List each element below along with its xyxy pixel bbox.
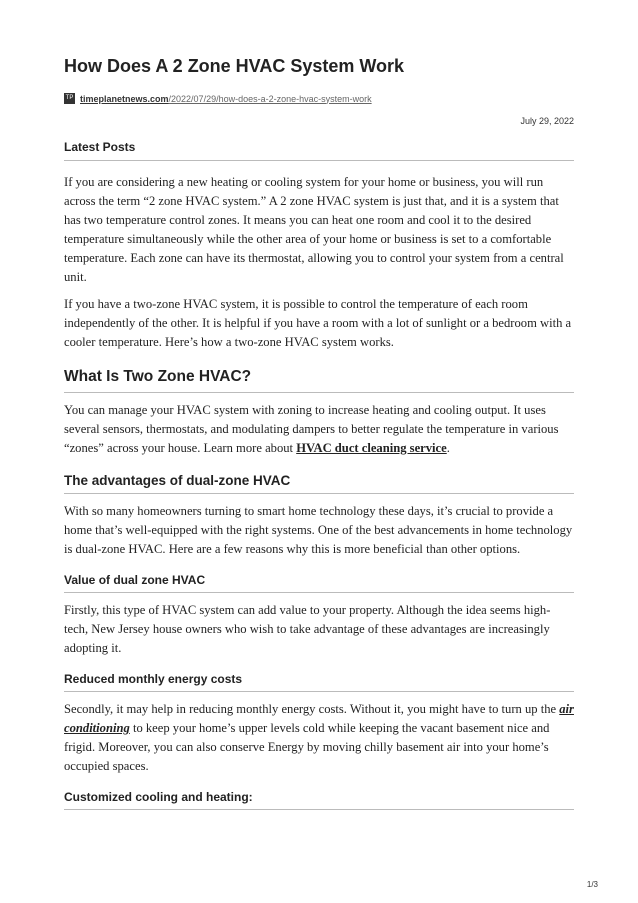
post-date: July 29, 2022 [520, 116, 574, 126]
what-text-after: . [446, 441, 450, 455]
advantages-heading: The advantages of dual-zone HVAC [64, 473, 574, 494]
what-is-two-zone-heading: What Is Two Zone HVAC? [64, 368, 574, 393]
document-page [64, 56, 574, 810]
page-number: 1/3 [586, 880, 598, 889]
reduced-text-after: to keep your home’s upper levels cold while keeping the vacant basement nice and frigid. Moreover, you can also conserve Energy by moving chilly basement air into your home’s occupied spaces. [64, 721, 550, 773]
site-favicon-icon: TP [64, 93, 75, 104]
reduced-text-before: Secondly, it may help in reducing monthly energy costs. Without it, you might have to turn up the [64, 702, 560, 716]
intro-paragraph-2: If you have a two-zone HVAC system, it is possible to control the temperature of each room independently of the other. It is helpful if you have a room with a lot of sunlight or a bedroom with a cooler temperature. Here’s how a two-zone HVAC system works. [64, 297, 572, 349]
air-conditioning-link[interactable]: air conditioning [64, 702, 574, 735]
source-path-link[interactable]: /2022/07/29/how-does-a-2-zone-hvac-system-work [168, 93, 372, 104]
reduced-costs-paragraph [64, 700, 574, 776]
page-title: How Does A 2 Zone HVAC System Work [64, 56, 405, 76]
customized-heading: Customized cooling and heating: [64, 790, 574, 810]
source-line [64, 93, 574, 104]
hvac-duct-cleaning-link[interactable]: HVAC duct cleaning service [296, 441, 447, 455]
what-is-two-zone-paragraph [64, 401, 574, 458]
value-heading: Value of dual zone HVAC [64, 573, 574, 593]
source-domain-link[interactable]: timeplanetnews.com [80, 93, 169, 104]
advantages-paragraph: With so many homeowners turning to smart home technology these days, it’s crucial to provide a home that’s well-equipped with the right systems. One of the best advancements in home technology is dual-zone HVAC. Here are a few reasons why this is more beneficial than other options. [64, 504, 573, 556]
intro-paragraph-1: If you are considering a new heating or cooling system for your home or business, you will run across the term “2 zone HVAC system.” A 2 zone HVAC system is just that, and it is a system that has two temperature control zones. It means you can heat one room and cool it to the desired temperature simultaneously while the other area of your home or business is set to a comfortable temperature. Each zone can have its thermostat, allowing you to control your system from a central unit. [64, 175, 564, 284]
reduced-costs-heading: Reduced monthly energy costs [64, 672, 574, 692]
latest-posts-heading: Latest Posts [64, 140, 574, 161]
value-paragraph: Firstly, this type of HVAC system can add value to your property. Although the idea seems high-tech, New Jersey house owners who wish to take advantage of these advantages are increasingly adopting it. [64, 603, 551, 655]
what-text-before: You can manage your HVAC system with zoning to increase heating and cooling output. It uses several sensors, thermostats, and modulating dampers to better regulate the temperature in various “zones” across your house. Learn more about [64, 403, 559, 455]
